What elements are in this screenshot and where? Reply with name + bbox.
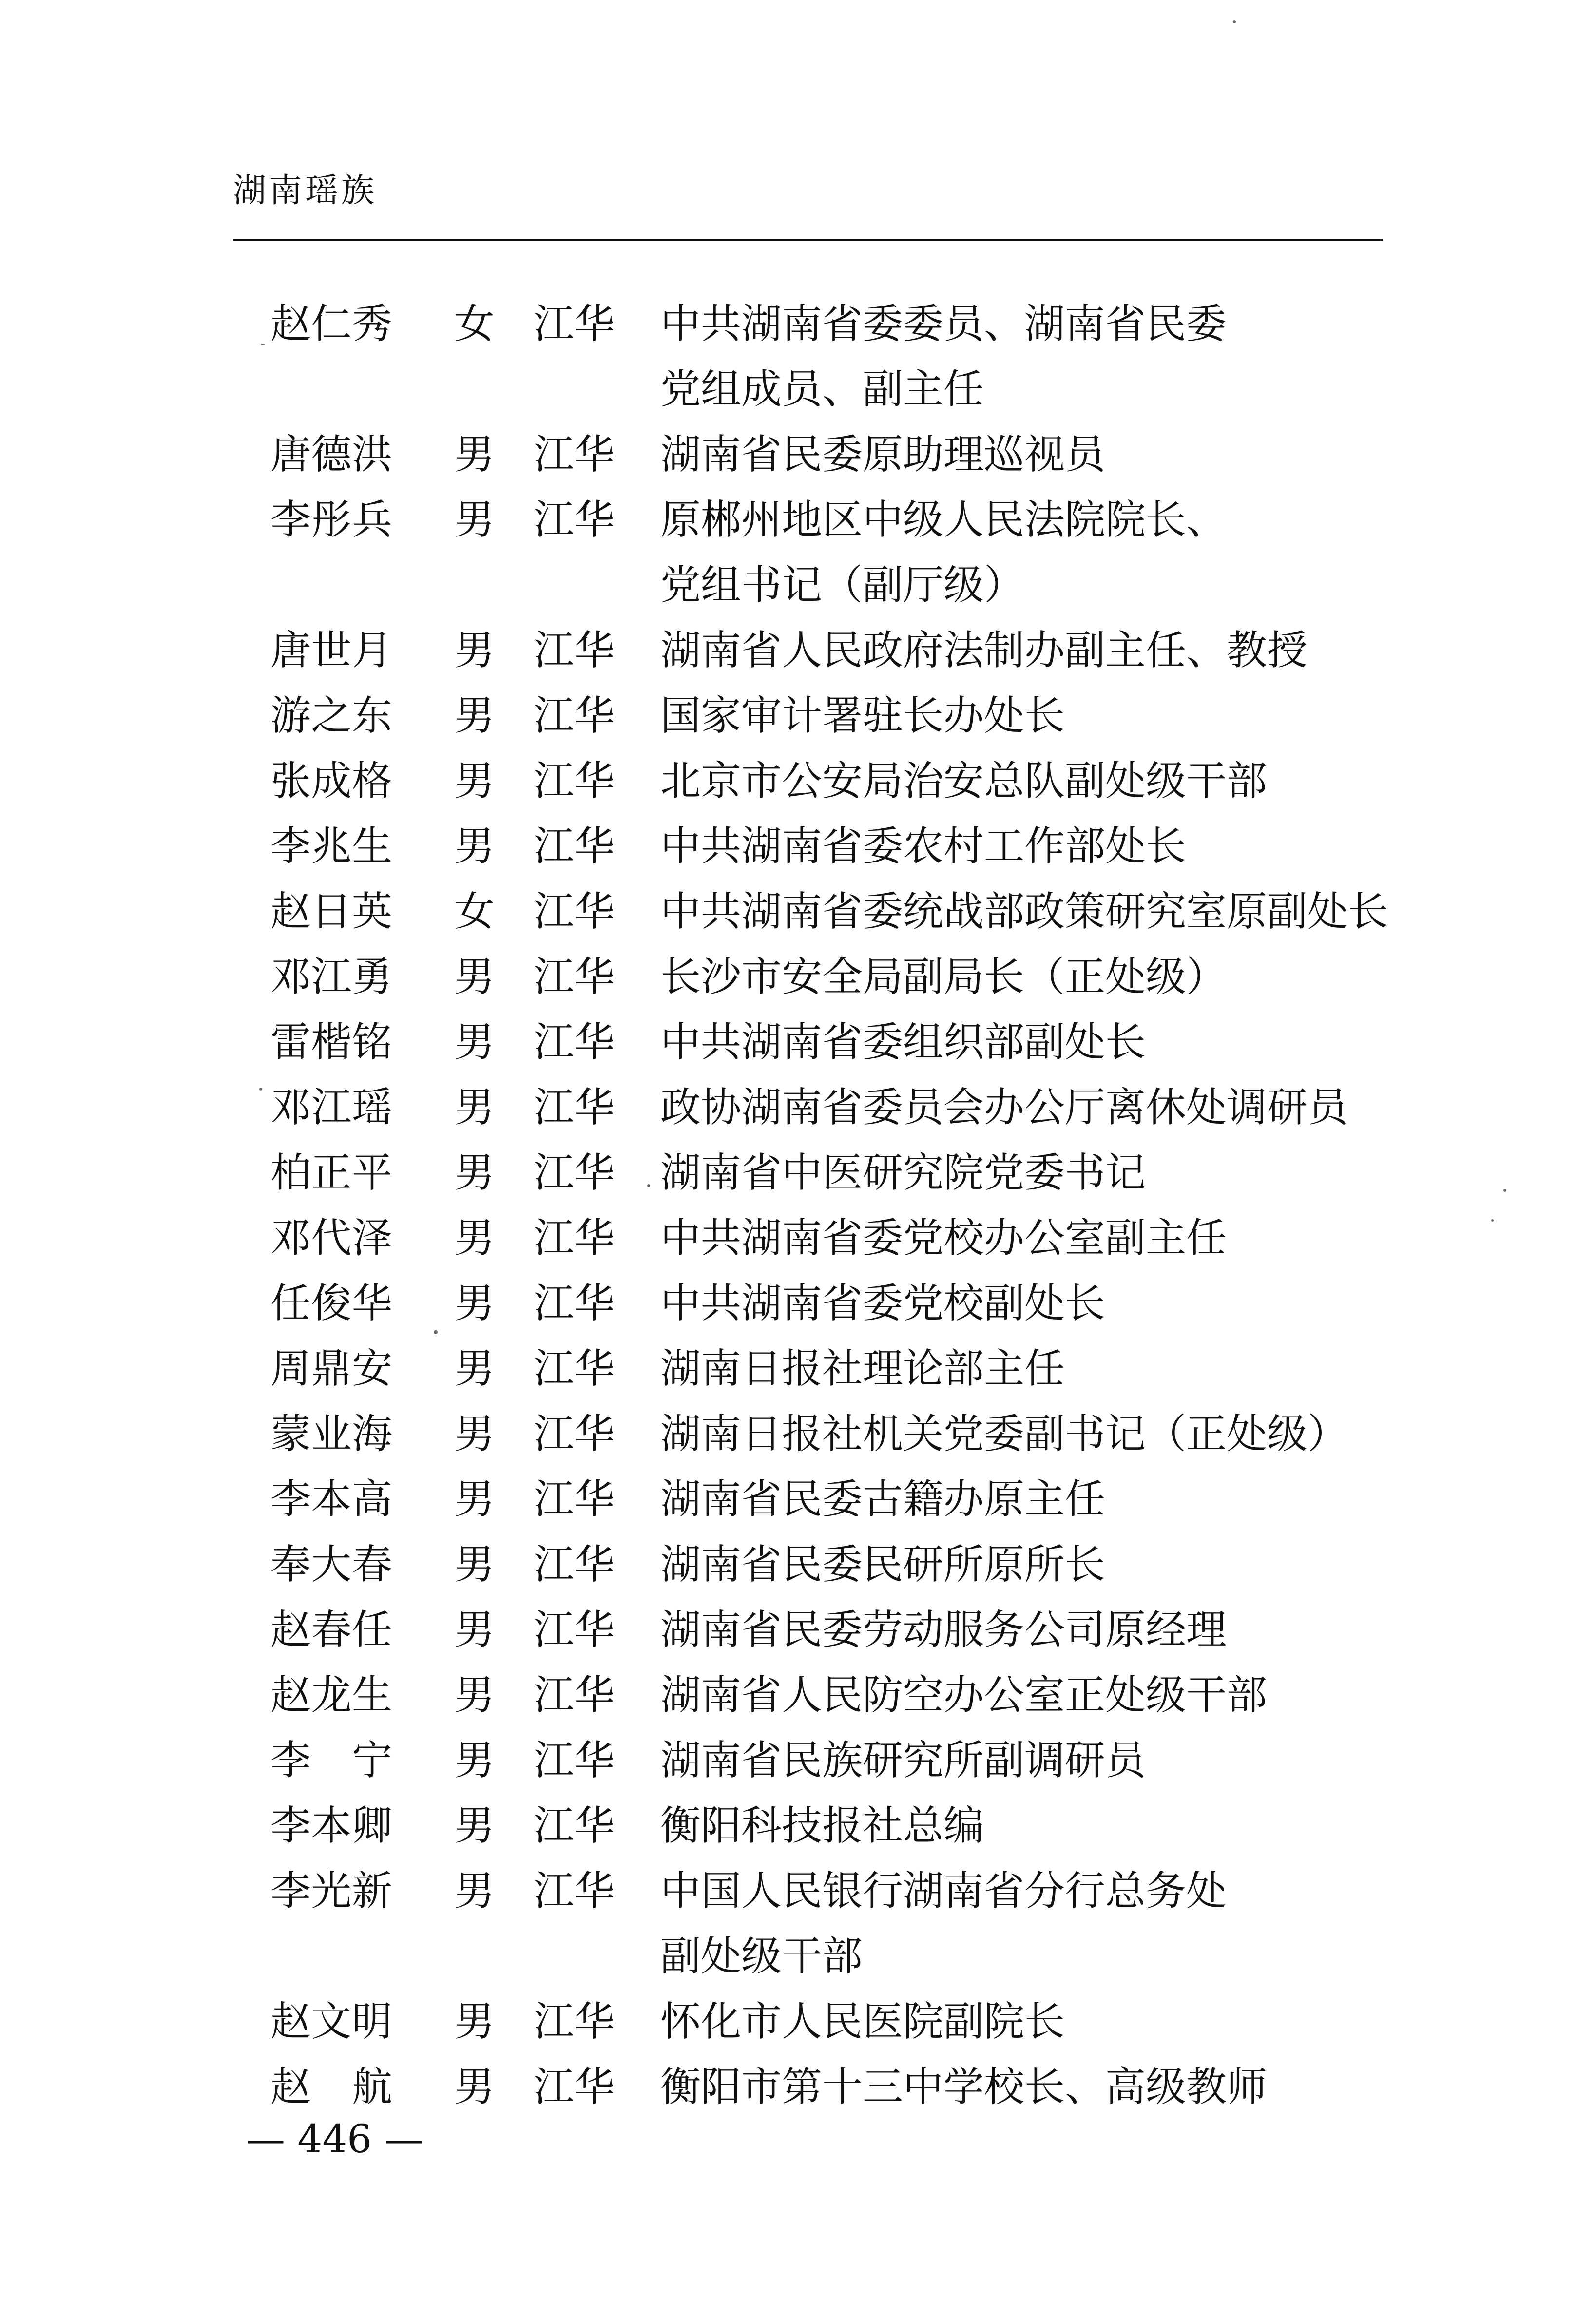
entry-position-line: 中共湖南省委党校办公室副主任 — [660, 1214, 1227, 1262]
entry-name: 赵龙生 — [270, 1671, 392, 1719]
entry-place: 江华 — [534, 1149, 615, 1196]
entry-name: 蒙业海 — [270, 1410, 392, 1457]
scan-speck — [647, 1184, 650, 1187]
entry-name: 唐德洪 — [270, 431, 392, 478]
page-number: — 446 — — [246, 2116, 423, 2162]
entry-position — [660, 879, 1401, 944]
entry-position-line: 中共湖南省委委员、湖南省民委 — [660, 300, 1227, 347]
entry-name: 赵春任 — [270, 1606, 392, 1653]
entry-gender: 男 — [454, 1606, 495, 1653]
entry-position — [660, 1989, 1401, 2054]
entry-position-line: 政协湖南省委员会办公厅离休处调研员 — [660, 1084, 1348, 1131]
list-item — [0, 291, 1596, 422]
running-header: 湖南瑶族 — [233, 172, 378, 210]
entry-position-line: 中国人民银行湖南省分行总务处 — [660, 1867, 1227, 1915]
entry-gender: 女 — [454, 888, 495, 935]
entry-place: 江华 — [534, 1280, 615, 1327]
entry-name: 李兆生 — [270, 823, 392, 870]
entry-list — [0, 291, 1596, 2120]
entry-gender: 男 — [454, 953, 495, 1000]
entry-position — [660, 1140, 1401, 1206]
entry-place: 江华 — [534, 1998, 615, 2045]
entry-gender: 男 — [454, 1475, 495, 1523]
scan-speck — [261, 344, 265, 345]
entry-position — [660, 1467, 1401, 1532]
entry-position-line: 党组书记（副厅级） — [660, 561, 1024, 609]
entry-position-line: 长沙市安全局副局长（正处级） — [660, 953, 1227, 1000]
list-item — [0, 814, 1596, 879]
entry-name: 赵日英 — [270, 888, 392, 935]
entry-position-line: 湖南省中医研究院党委书记 — [660, 1149, 1146, 1196]
entry-name: 赵仁秀 — [270, 300, 392, 347]
entry-name: 邓江瑶 — [270, 1084, 392, 1131]
entry-position-line: 中共湖南省委组织部副处长 — [660, 1018, 1146, 1066]
entry-position-line: 副处级干部 — [660, 1933, 863, 1980]
scan-speck — [1503, 1189, 1506, 1192]
entry-position — [660, 618, 1401, 683]
entry-position — [660, 1793, 1401, 1858]
entry-gender: 男 — [454, 1410, 495, 1457]
list-item — [0, 487, 1596, 618]
list-item — [0, 2054, 1596, 2120]
entry-position — [660, 1206, 1401, 1271]
entry-position — [660, 422, 1401, 487]
entry-place: 江华 — [534, 1671, 615, 1719]
entry-gender: 男 — [454, 431, 495, 478]
entry-position — [660, 748, 1401, 814]
entry-position — [660, 1010, 1401, 1075]
entry-gender: 男 — [454, 1867, 495, 1915]
entry-position-line: 湖南省民委原助理巡视员 — [660, 431, 1105, 478]
list-item — [0, 1010, 1596, 1075]
list-item — [0, 683, 1596, 748]
entry-place: 江华 — [534, 1084, 615, 1131]
entry-position — [660, 291, 1401, 422]
header-rule — [233, 239, 1383, 241]
entry-place: 江华 — [534, 1214, 615, 1262]
entry-position-line: 中共湖南省委统战部政策研究室原副处长 — [660, 888, 1388, 935]
entry-place: 江华 — [534, 888, 615, 935]
entry-name: 周鼎安 — [270, 1345, 392, 1392]
entry-gender: 男 — [454, 1998, 495, 2045]
entry-position — [660, 1336, 1401, 1401]
entry-place: 江华 — [534, 1475, 615, 1523]
entry-name: 李彤兵 — [270, 496, 392, 543]
entry-place: 江华 — [534, 1802, 615, 1849]
entry-gender: 男 — [454, 1149, 495, 1196]
list-item — [0, 422, 1596, 487]
entry-gender: 男 — [454, 1084, 495, 1131]
list-item — [0, 618, 1596, 683]
entry-gender: 男 — [454, 1541, 495, 1588]
entry-position — [660, 1271, 1401, 1336]
entry-position-line: 湖南日报社理论部主任 — [660, 1345, 1065, 1392]
entry-position-line: 衡阳科技报社总编 — [660, 1802, 984, 1849]
entry-position-line: 中共湖南省委农村工作部处长 — [660, 823, 1186, 870]
entry-gender: 男 — [454, 1214, 495, 1262]
list-item — [0, 1858, 1596, 1989]
list-item — [0, 1467, 1596, 1532]
list-item — [0, 1532, 1596, 1597]
list-item — [0, 748, 1596, 814]
scan-speck — [434, 1330, 438, 1334]
entry-place: 江华 — [534, 757, 615, 804]
entry-place: 江华 — [534, 627, 615, 674]
entry-name: 李光新 — [270, 1867, 392, 1915]
scan-speck — [259, 1088, 262, 1091]
entry-name: 邓代泽 — [270, 1214, 392, 1262]
entry-position — [660, 683, 1401, 748]
entry-position — [660, 944, 1401, 1010]
list-item — [0, 1075, 1596, 1140]
entry-position-line: 衡阳市第十三中学校长、高级教师 — [660, 2063, 1267, 2110]
entry-place: 江华 — [534, 1867, 615, 1915]
entry-place: 江华 — [534, 692, 615, 739]
entry-position-line: 湖南日报社机关党委副书记（正处级） — [660, 1410, 1348, 1457]
entry-gender: 男 — [454, 692, 495, 739]
entry-place: 江华 — [534, 496, 615, 543]
list-item — [0, 944, 1596, 1010]
entry-gender: 男 — [454, 2063, 495, 2110]
entry-position-line: 湖南省民委民研所原所长 — [660, 1541, 1105, 1588]
entry-gender: 男 — [454, 1280, 495, 1327]
entry-name: 奉大春 — [270, 1541, 392, 1588]
entry-name: 赵 航 — [270, 2063, 392, 2110]
list-item — [0, 1728, 1596, 1793]
entry-position — [660, 1663, 1401, 1728]
entry-gender: 男 — [454, 757, 495, 804]
entry-place: 江华 — [534, 431, 615, 478]
entry-gender: 男 — [454, 1018, 495, 1066]
entry-place: 江华 — [534, 1737, 615, 1784]
entry-gender: 男 — [454, 496, 495, 543]
entry-position-line: 湖南省民委古籍办原主任 — [660, 1475, 1105, 1523]
entry-place: 江华 — [534, 2063, 615, 2110]
entry-place: 江华 — [534, 1606, 615, 1653]
entry-gender: 男 — [454, 1671, 495, 1719]
entry-position — [660, 814, 1401, 879]
entry-gender: 男 — [454, 1737, 495, 1784]
entry-position — [660, 1858, 1401, 1989]
entry-place: 江华 — [534, 1345, 615, 1392]
entry-place: 江华 — [534, 823, 615, 870]
entry-position — [660, 1532, 1401, 1597]
entry-position — [660, 487, 1401, 618]
entry-name: 李本高 — [270, 1475, 392, 1523]
entry-gender: 男 — [454, 1345, 495, 1392]
entry-name: 唐世月 — [270, 627, 392, 674]
entry-gender: 男 — [454, 823, 495, 870]
scan-speck — [1233, 20, 1236, 23]
list-item — [0, 879, 1596, 944]
list-item — [0, 1663, 1596, 1728]
list-item — [0, 1989, 1596, 2054]
entry-position — [660, 1401, 1401, 1467]
entry-gender: 男 — [454, 627, 495, 674]
entry-position-line: 北京市公安局治安总队副处级干部 — [660, 757, 1267, 804]
entry-place: 江华 — [534, 1541, 615, 1588]
entry-name: 邓江勇 — [270, 953, 392, 1000]
entry-name: 柏正平 — [270, 1149, 392, 1196]
entry-place: 江华 — [534, 953, 615, 1000]
list-item — [0, 1793, 1596, 1858]
list-item — [0, 1597, 1596, 1663]
entry-place: 江华 — [534, 1410, 615, 1457]
entry-position-line: 中共湖南省委党校副处长 — [660, 1280, 1105, 1327]
entry-name: 李 宁 — [270, 1737, 392, 1784]
entry-position — [660, 1597, 1401, 1663]
entry-name: 赵文明 — [270, 1998, 392, 2045]
entry-name: 雷楷铭 — [270, 1018, 392, 1066]
entry-name: 李本卿 — [270, 1802, 392, 1849]
entry-gender: 男 — [454, 1802, 495, 1849]
entry-name: 游之东 — [270, 692, 392, 739]
entry-position — [660, 2054, 1401, 2120]
list-item — [0, 1336, 1596, 1401]
entry-name: 任俊华 — [270, 1280, 392, 1327]
list-item — [0, 1140, 1596, 1206]
entry-position-line: 怀化市人民医院副院长 — [660, 1998, 1065, 2045]
list-item — [0, 1206, 1596, 1271]
list-item — [0, 1271, 1596, 1336]
entry-position — [660, 1075, 1401, 1140]
entry-place: 江华 — [534, 1018, 615, 1066]
entry-position-line: 原郴州地区中级人民法院院长、 — [660, 496, 1227, 543]
entry-position-line: 党组成员、副主任 — [660, 365, 984, 413]
entry-name: 张成格 — [270, 757, 392, 804]
entry-place: 江华 — [534, 300, 615, 347]
scan-speck — [1491, 1219, 1494, 1222]
entry-gender: 女 — [454, 300, 495, 347]
entry-position-line: 湖南省民族研究所副调研员 — [660, 1737, 1146, 1784]
entry-position-line: 湖南省人民政府法制办副主任、教授 — [660, 627, 1308, 674]
entry-position-line: 国家审计署驻长办处长 — [660, 692, 1065, 739]
entry-position — [660, 1728, 1401, 1793]
entry-position-line: 湖南省人民防空办公室正处级干部 — [660, 1671, 1267, 1719]
entry-position-line: 湖南省民委劳动服务公司原经理 — [660, 1606, 1227, 1653]
list-item — [0, 1401, 1596, 1467]
